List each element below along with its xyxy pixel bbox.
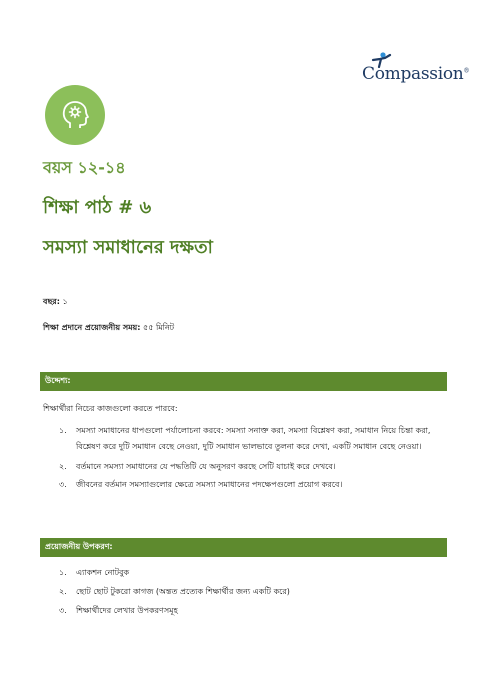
list-item-number: ৩. <box>59 480 67 489</box>
list-item-text: বর্তমানে সমস্যা সমাধানের যে পদ্ধতিটি যে অনুসরণ করছে সেটি যাচাই করে দেখবে। <box>76 462 336 471</box>
age-group: বয়স ১২-১৪ <box>43 158 126 177</box>
list-item <box>43 603 443 619</box>
list-item <box>43 477 443 493</box>
list-item <box>43 423 443 455</box>
list-item-text: শিক্ষার্থীদের লেখার উপকরণসমূহ <box>76 606 178 615</box>
list-item <box>43 459 443 475</box>
list-item <box>43 565 443 581</box>
year-value: ১ <box>62 297 68 306</box>
lesson-title: সমস্যা সমাধানের দক্ষতা <box>43 237 213 258</box>
objectives-heading-bar <box>40 372 447 391</box>
year-line <box>43 296 68 309</box>
objectives-heading: উদ্দেশ্য: <box>45 376 71 385</box>
list-item <box>43 584 443 600</box>
time-line <box>43 322 174 335</box>
year-label: বছর: <box>43 297 60 306</box>
list-item-number: ১. <box>59 426 67 435</box>
objectives-intro: শিক্ষার্থীরা নিচের কাজগুলো করতে পারবে: <box>43 404 178 413</box>
list-item-text: এ্যাকশন নোটবুক <box>76 568 130 577</box>
list-item-number: ২. <box>59 462 67 471</box>
list-item-number: ২. <box>59 587 67 596</box>
list-item-text: ছোট ছোট টুকরো কাগজ (অন্তত প্রত্যেক শিক্ষার্থীর জন্য একটি করে) <box>76 587 290 596</box>
logo-wordmark: Compassion® <box>362 64 470 84</box>
list-item-text: সমস্যা সমাধানের ধাপগুলো পর্যালোচনা করবে: সমস্যা সনাক্ত করা, সমস্যা বিশ্লেষণ করা, সমাধান নিয়ে চিন্তা করা, বিশ্লেষণ করে দুটি সমাধান বেছে নেওয়া, দুটি সমাধান ভালভাবে তুলনা করে দেখা, একটি সমাধান বেছে নেওয়া। <box>76 426 431 451</box>
list-item-text: জীবনের বর্তমান সমস্যাগুলোর ক্ষেত্রে সমস্যা সমাধানের পদক্ষেপগুলো প্রয়োগ করবে। <box>76 480 343 489</box>
materials-heading-bar <box>40 538 447 557</box>
lesson-number: শিক্ষা পাঠ # ৬ <box>43 197 152 218</box>
head-gear-icon <box>58 98 92 132</box>
lesson-badge <box>45 85 105 145</box>
materials-list <box>43 565 443 619</box>
time-label: শিক্ষা প্রদানে প্রয়োজনীয় সময়: <box>43 323 141 332</box>
list-item-number: ৩. <box>59 606 67 615</box>
objectives-list <box>43 423 443 493</box>
time-value: ৫৫ মিনিট <box>143 323 175 332</box>
compassion-logo <box>356 52 470 88</box>
list-item-number: ১. <box>59 568 67 577</box>
materials-heading: প্রয়োজনীয় উপকরণ: <box>45 542 113 551</box>
